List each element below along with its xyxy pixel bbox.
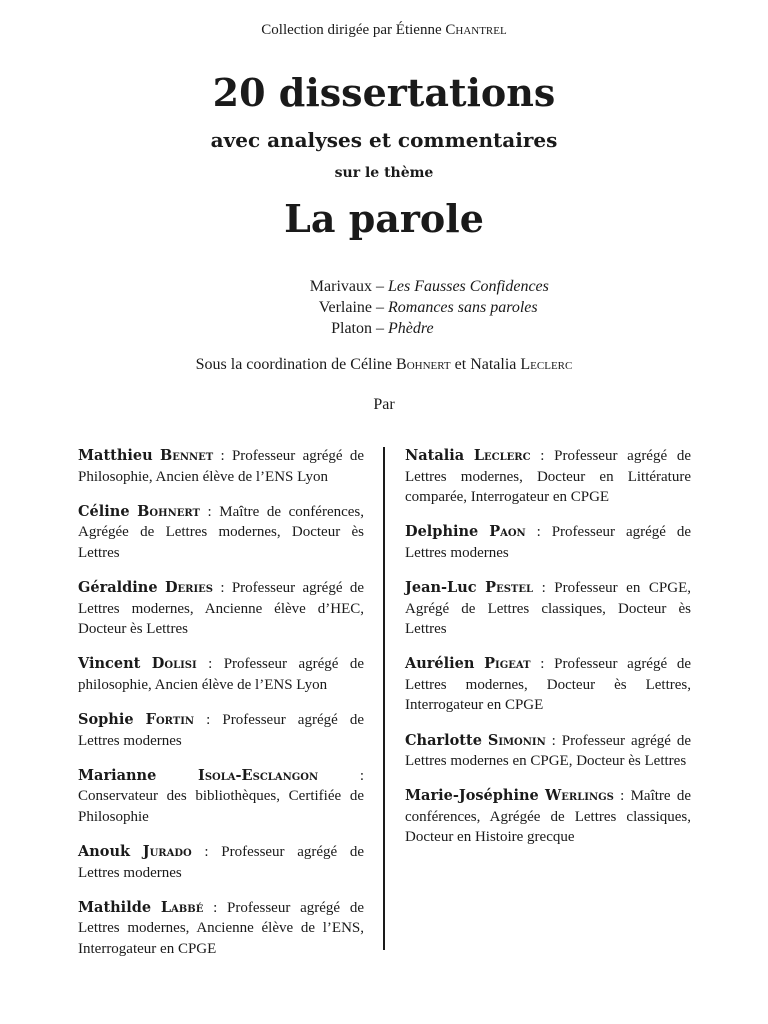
contributor — [405, 731, 691, 772]
contributor-last-name: Jurado — [142, 842, 192, 860]
par-label: Par — [373, 396, 395, 413]
contributor-description: : Professeur agrégé de Lettres modernes — [78, 843, 364, 881]
contributor — [405, 522, 691, 563]
work-author: Platon – — [331, 320, 384, 337]
contributor-first-name: Charlotte — [405, 731, 482, 749]
contributor-description: : Professeur agrégé de Lettres modernes, Ancienne élève d’HEC, Docteur ès Lettres — [78, 579, 364, 638]
contributor-first-name: Jean-Luc — [405, 578, 477, 596]
work-item — [0, 297, 768, 318]
theme-label: sur le thème — [334, 165, 434, 181]
contributor — [78, 766, 364, 828]
contributor — [78, 898, 364, 960]
contributor-last-name: Bohnert — [137, 502, 200, 520]
contributor-last-name: Deries — [164, 578, 213, 596]
contributor-first-name: Matthieu — [78, 447, 153, 464]
coordinator-1: Bohnert — [396, 356, 451, 373]
work-item — [0, 276, 768, 297]
collection-director: Chantrel — [445, 22, 507, 38]
contributors-left-column — [78, 446, 364, 974]
contributor-description: : Maître de conférences, Agrégée de Lettres classiques, Docteur en Histoire grecque — [405, 788, 692, 846]
book-title: 20 dissertations — [212, 70, 556, 115]
contributor-description: : Professeur agrégé de Lettres modernes, Docteur en Littérature comparée, Interrogateur en CPGE — [405, 448, 691, 506]
contributor-first-name: Marie-Joséphine — [405, 787, 539, 805]
coordinator-2: Leclerc — [520, 356, 573, 373]
contributor-description: : Professeur agrégé de Philosophie, Ancien élève de l’ENS Lyon — [78, 448, 364, 485]
contributor-description: : Professeur agrégé de Lettres modernes, Ancienne élève de l’ENS, Interrogateur en CPGE — [78, 899, 364, 957]
contributor-description: : Conservateur des bibliothèques, Certifiée de Philosophie — [78, 767, 365, 825]
contributor-last-name: Simonin — [487, 731, 546, 749]
contributor — [78, 502, 364, 564]
contributor — [78, 446, 364, 487]
collection-line — [0, 22, 768, 39]
contributor-last-name: Bennet — [159, 447, 214, 464]
contributor — [78, 654, 364, 695]
contributor — [78, 842, 364, 883]
coordination-middle: et Natalia — [454, 356, 517, 373]
contributor-description: : Professeur en CPGE, Agrégé de Lettres classiques, Docteur ès Lettres — [405, 579, 691, 638]
contributor-description: : Professeur agrégé de Lettres modernes — [405, 524, 691, 561]
contributor-last-name: Pigeat — [484, 655, 531, 673]
works-list — [0, 276, 768, 339]
contributor — [405, 578, 691, 640]
contributor-first-name: Mathilde — [78, 898, 152, 916]
coordination-line — [0, 356, 768, 374]
contributor-first-name: Natalia — [405, 447, 465, 464]
contributor-description: : Professeur agrégé de Lettres modernes en CPGE, Docteur ès Lettres — [405, 732, 691, 770]
book-subtitle: avec analyses et commentaires — [210, 128, 558, 152]
contributor-first-name: Delphine — [405, 523, 479, 541]
contributor-last-name: Labbé — [160, 898, 204, 916]
contributor — [78, 578, 364, 640]
contributor — [405, 654, 691, 716]
contributor-description: : Professeur agrégé de Lettres modernes, Docteur ès Lettres, Interrogateur en CPGE — [405, 656, 691, 714]
contributor-first-name: Sophie — [78, 710, 134, 728]
work-title: Phèdre — [388, 320, 434, 337]
contributor-last-name: Dolisi — [151, 655, 197, 673]
work-title: Romances sans paroles — [388, 299, 538, 316]
contributor-first-name: Céline — [78, 502, 130, 520]
contributor — [405, 446, 691, 508]
work-author: Verlaine – — [318, 299, 384, 316]
contributor-description: : Maître de conférences, Agrégée de Lettres modernes, Docteur ès Lettres — [78, 503, 364, 561]
contributor-last-name: Fortin — [145, 710, 195, 728]
contributor-first-name: Anouk — [78, 842, 131, 860]
contributor-first-name: Aurélien — [405, 655, 475, 673]
work-title: Les Fausses Confidences — [388, 278, 549, 295]
contributor-last-name: Paon — [489, 523, 526, 541]
contributor — [405, 786, 691, 848]
coordination-prefix: Sous la coordination de Céline — [195, 356, 393, 373]
contributor — [78, 710, 364, 751]
theme-title: La parole — [284, 196, 484, 241]
contributor-last-name: Leclerc — [473, 447, 531, 464]
contributor-first-name: Marianne — [78, 766, 157, 784]
contributor-first-name: Géraldine — [78, 578, 158, 596]
contributors-right-column — [405, 446, 691, 863]
contributor-last-name: Pestel — [485, 578, 534, 596]
contributor-last-name: Isola-Esclangon — [198, 766, 319, 784]
collection-prefix: Collection dirigée par Étienne — [261, 22, 442, 38]
work-author: Marivaux – — [309, 278, 384, 295]
contributor-description: : Professeur agrégé de philosophie, Ancien élève de l’ENS Lyon — [78, 656, 364, 693]
column-divider — [383, 447, 385, 950]
work-item — [0, 318, 768, 339]
contributor-last-name: Werlings — [545, 787, 614, 805]
contributor-description: : Professeur agrégé de Lettres modernes — [78, 711, 364, 749]
contributor-first-name: Vincent — [78, 655, 141, 673]
